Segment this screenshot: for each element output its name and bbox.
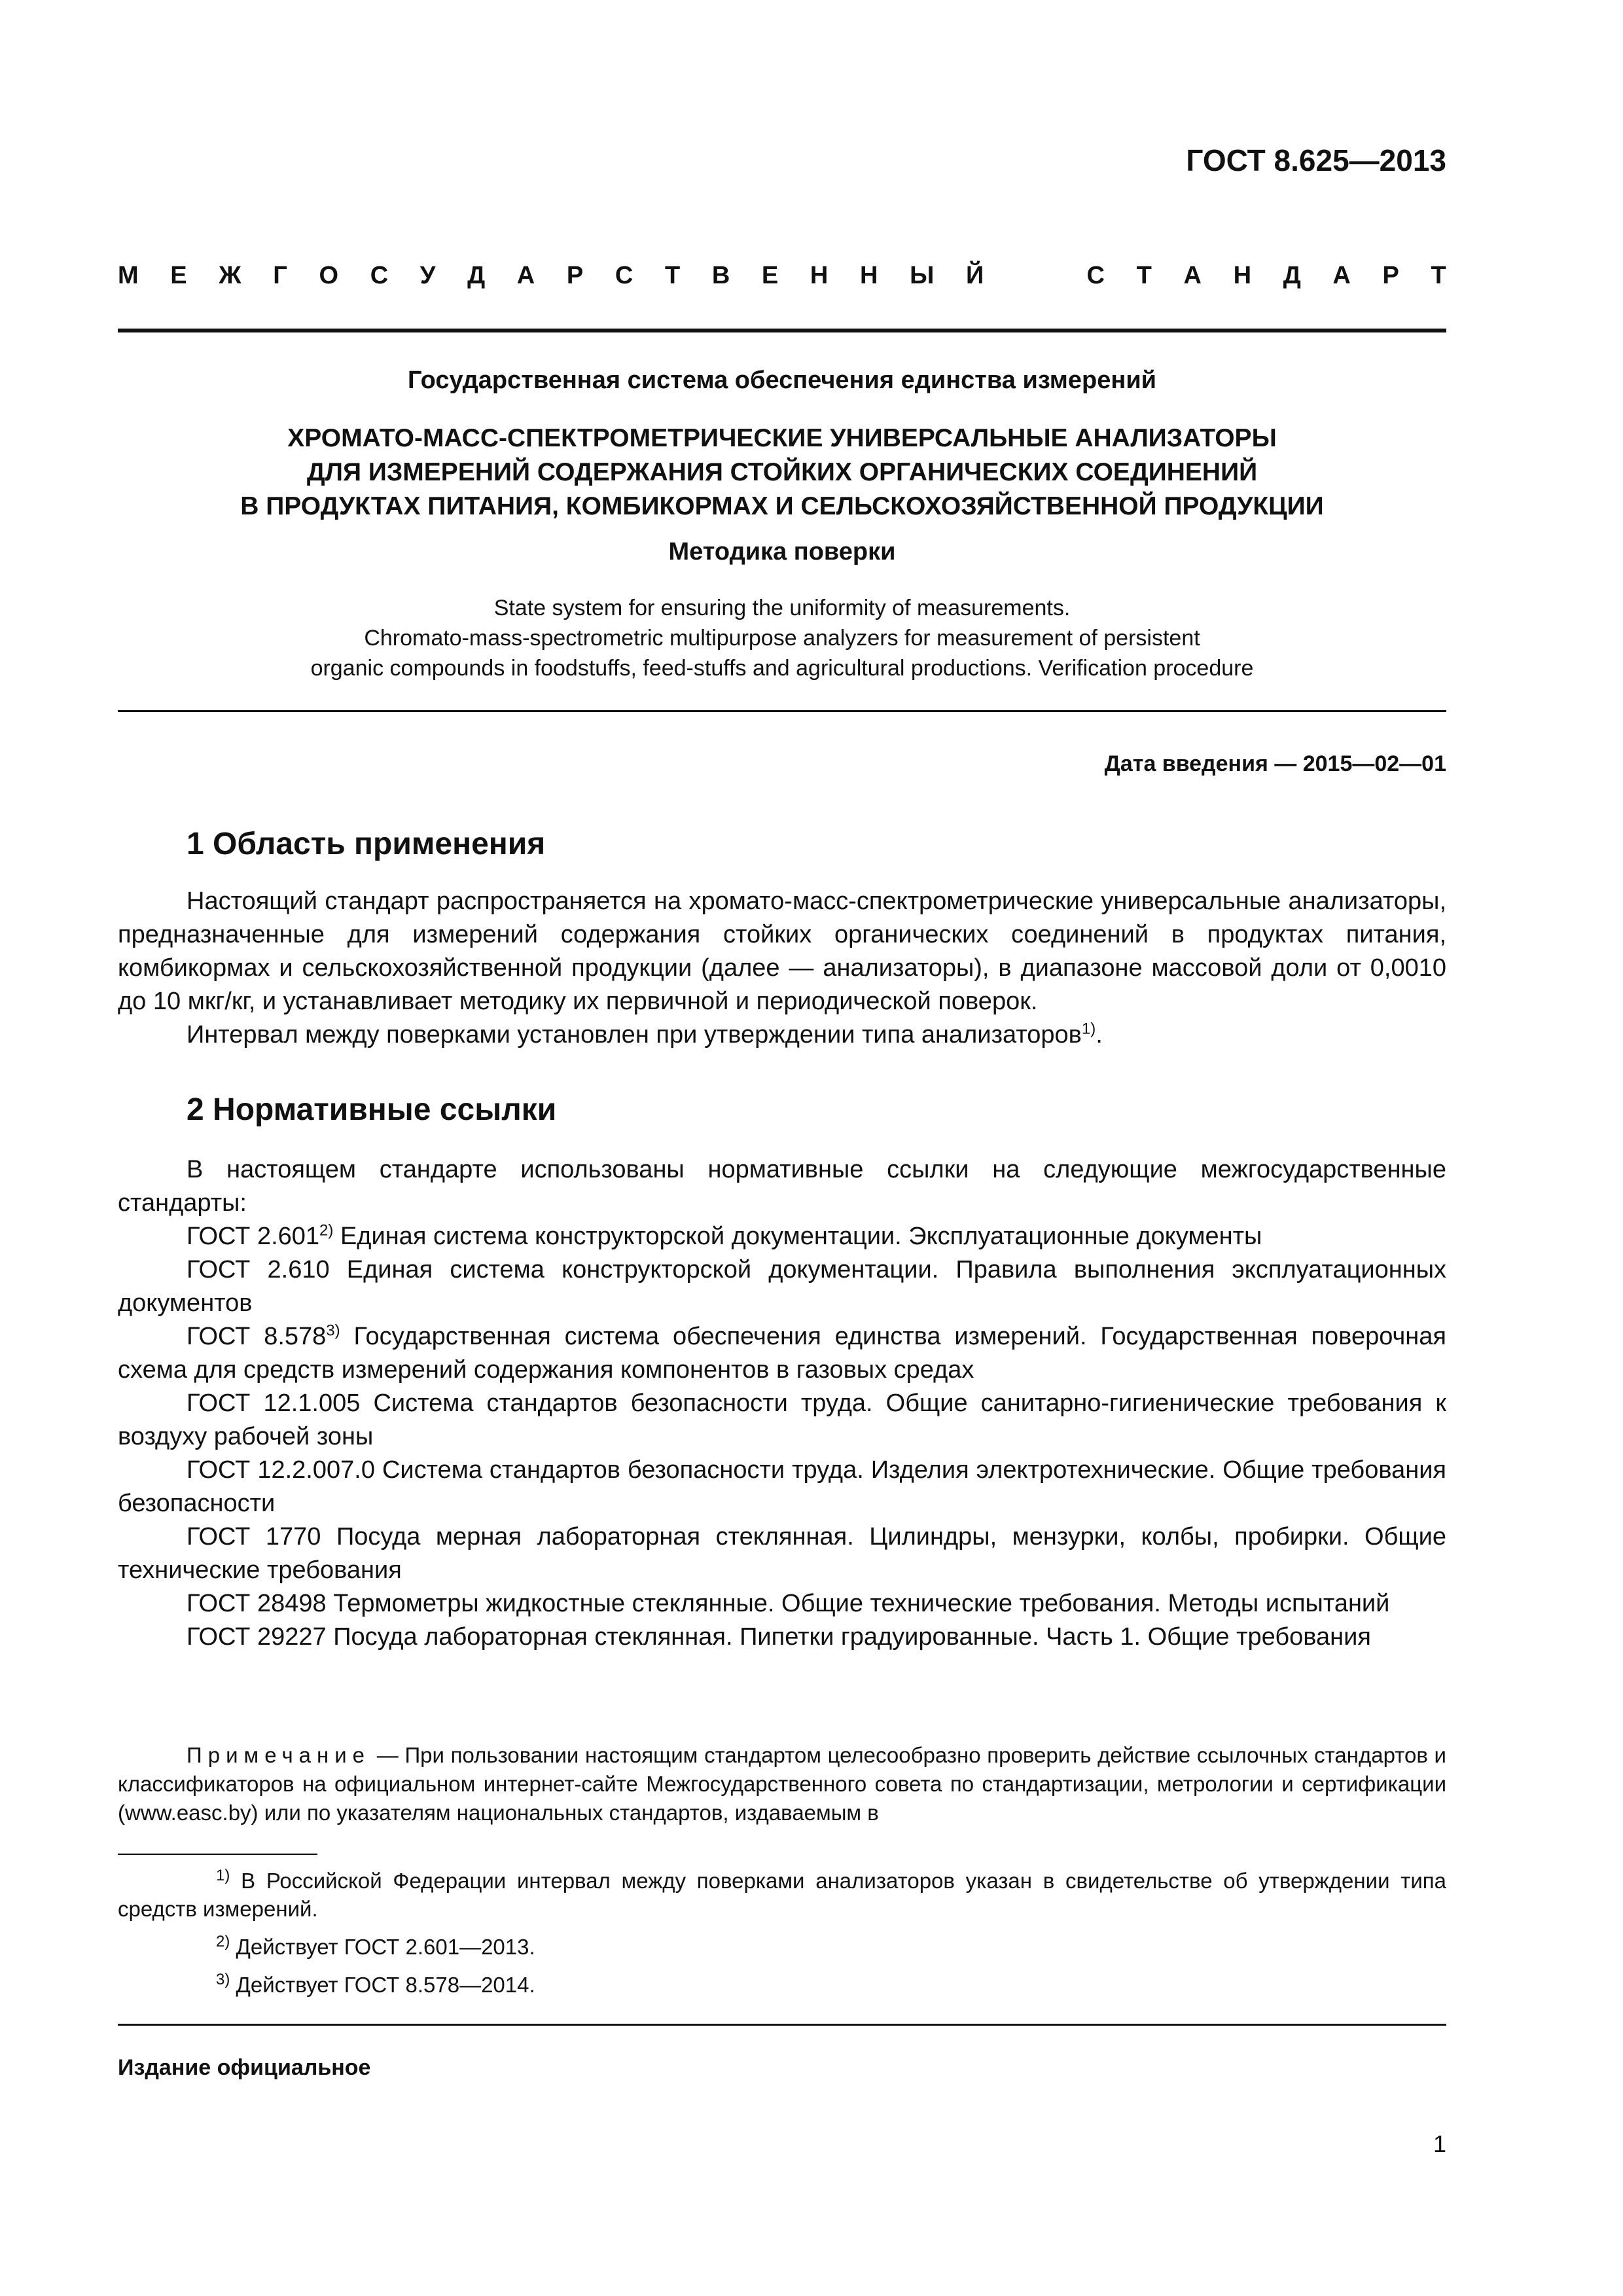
banner-letter: Е: [170, 262, 187, 289]
date-of-introduction: Дата введения — 2015—02—01: [1104, 751, 1446, 776]
banner-letter: Н: [860, 262, 878, 289]
note-text: — При пользовании настоящим стандартом целесообразно проверить действие ссылочных стандартов и классификаторов на официальном интернет-сайте Межгосударственного совета по стандартизации, метрологии и сертификации (www.easc.by) или по указателям национальных стандартов, издаваемым в: [118, 1743, 1446, 1825]
normative-reference: [118, 1454, 1446, 1520]
reference-code: ГОСТ 8.578: [187, 1323, 327, 1350]
footnote-mark: 1): [216, 1867, 230, 1884]
english-title-line: State system for ensuring the uniformity of measurements.: [493, 596, 1071, 620]
title-line: ХРОМАТО-МАСС-СПЕКТРОМЕТРИЧЕСКИЕ УНИВЕРСАЛЬНЫЕ АНАЛИЗАТОРЫ: [287, 424, 1277, 452]
banner-letter: В: [711, 262, 730, 289]
footnotes: [118, 1867, 1446, 2009]
footnote-mark: 3): [326, 1321, 340, 1340]
banner-letter: У: [419, 262, 436, 289]
banner-letter: Н: [1233, 262, 1252, 289]
banner-letter: Е: [761, 262, 779, 289]
page-number: 1: [1433, 2130, 1446, 2157]
normative-reference: [118, 1587, 1446, 1621]
official-edition-label: Издание официальное: [118, 2055, 371, 2080]
banner-letter: Ы: [910, 262, 935, 289]
footnote: [118, 1867, 1446, 1923]
note-label: Примечание: [187, 1743, 371, 1767]
reference-title: Посуда лабораторная стеклянная. Пипетки градуированные. Часть 1. Общие требования: [333, 1623, 1371, 1651]
banner-letter: А: [1332, 262, 1351, 289]
banner-letter: Д: [467, 262, 486, 289]
banner-letter: Й: [965, 262, 984, 289]
reference-code: ГОСТ 2.601: [187, 1223, 320, 1250]
banner-letter: А: [1183, 262, 1202, 289]
paragraph-text: .: [1096, 1021, 1103, 1049]
banner-letter: О: [319, 262, 339, 289]
footnote-mark: 1): [1081, 1020, 1096, 1038]
english-title: [118, 593, 1446, 683]
banner-letter: С: [615, 262, 633, 289]
section-2-heading: 2 Нормативные ссылки: [187, 1092, 557, 1127]
system-name: Государственная система обеспечения единства измерений: [407, 367, 1157, 394]
reference-title: Система стандартов безопасности труда. Изделия электротехнические. Общие требования безопасности: [118, 1456, 1447, 1517]
reference-code: ГОСТ 2.610: [187, 1256, 330, 1283]
normative-reference: [118, 1220, 1446, 1253]
banner-letter: С: [1086, 262, 1105, 289]
english-title-line: organic compounds in foodstuffs, feed-stuffs and agricultural productions. Verification procedure: [310, 656, 1254, 681]
footnote: [118, 1971, 1446, 1999]
section-1-paragraph: Настоящий стандарт распространяется на хромато-масс-спектрометрические универсальные анализаторы, предназначенные для измерений содержания стойких органических соединений в продуктах питания, комбикормах и сельскохозяйственной продукции (далее — анализаторы), в диапазоне массовой доли от 0,0010 до 10 мкг/кг, и устанавливает методику их первичной и периодической поверок.: [118, 888, 1446, 1015]
section-1-heading: 1 Область применения: [187, 827, 546, 861]
banner-letter: Т: [1136, 262, 1152, 289]
footnote: [118, 1933, 1446, 1961]
banner-letter: Т: [664, 262, 681, 289]
note-paragraph: [118, 1741, 1446, 1827]
normative-reference: [118, 1253, 1446, 1320]
reference-title: Посуда мерная лабораторная стеклянная. Цилиндры, мензурки, колбы, пробирки. Общие технические требования: [118, 1523, 1446, 1584]
banner-gap: [1016, 262, 1055, 290]
banner-letter: Д: [1283, 262, 1301, 289]
banner-letter: Р: [1382, 262, 1399, 289]
reference-title: Государственная система обеспечения единства измерений. Государственная поверочная схема для средств измерений содержания компонентов в газовых средах: [118, 1323, 1447, 1384]
normative-reference: [118, 1387, 1446, 1454]
reference-code: ГОСТ 1770: [187, 1523, 321, 1551]
banner-letter: Р: [566, 262, 584, 289]
reference-title: Термометры жидкостные стеклянные. Общие технические требования. Методы испытаний: [333, 1590, 1390, 1617]
section-1-paragraph: [118, 1018, 1446, 1052]
banner-letter: С: [370, 262, 389, 289]
document-subtitle: Методика поверки: [668, 538, 896, 565]
banner-letter: Г: [273, 262, 287, 289]
footer-rule: [118, 2024, 1446, 2026]
footnote-mark: 3): [216, 1971, 230, 1988]
title-line: ДЛЯ ИЗМЕРЕНИЙ СОДЕРЖАНИЯ СТОЙКИХ ОРГАНИЧЕСКИХ СОЕДИНЕНИЙ: [306, 458, 1258, 486]
banner-letter: Ж: [219, 262, 241, 289]
section-2-body: [118, 1153, 1446, 1654]
footnote-rule: [118, 1854, 317, 1855]
reference-title: Единая система конструкторской документации. Эксплуатационные документы: [340, 1223, 1262, 1250]
banner-letter: Т: [1431, 262, 1446, 289]
normative-reference: [118, 1520, 1446, 1587]
reference-code: ГОСТ 29227: [187, 1623, 327, 1651]
normative-reference: [118, 1621, 1446, 1654]
reference-code: ГОСТ 28498: [187, 1590, 327, 1617]
reference-title: Система стандартов безопасности труда. Общие санитарно-гигиенические требования к воздуху рабочей зоны: [118, 1390, 1446, 1450]
normative-reference: [118, 1320, 1446, 1387]
banner-letter: М: [118, 262, 139, 289]
document-title: [118, 422, 1446, 524]
document-page: [118, 0, 1446, 2296]
title-line: В ПРОДУКТАХ ПИТАНИЯ, КОМБИКОРМАХ И СЕЛЬСКОХОЗЯЙСТВЕННОЙ ПРОДУКЦИИ: [240, 492, 1324, 520]
footnote-mark: 2): [319, 1221, 334, 1240]
english-title-line: Chromato-mass-spectrometric multipurpose analyzers for measurement of persistent: [364, 626, 1200, 651]
section-1-body: [118, 885, 1446, 1052]
reference-code: ГОСТ 12.1.005: [187, 1390, 361, 1417]
reference-title: Единая система конструкторской документации. Правила выполнения эксплуатационных документов: [118, 1256, 1447, 1317]
footnote-mark: 2): [216, 1933, 230, 1950]
footnote-text: В Российской Федерации интервал между поверками анализаторов указан в свидетельстве об утверждении типа средств измерений.: [118, 1869, 1446, 1921]
reference-code: ГОСТ 12.2.007.0: [187, 1456, 375, 1484]
section-2-intro: В настоящем стандарте использованы нормативные ссылки на следующие межгосударственные стандарты:: [118, 1156, 1446, 1217]
paragraph-text: Интервал между поверками установлен при утверждении типа анализаторов: [187, 1021, 1082, 1049]
header-rule: [118, 329, 1446, 332]
title-rule: [118, 710, 1446, 712]
footnote-text: Действует ГОСТ 8.578—2014.: [236, 1973, 535, 1997]
footnote-text: Действует ГОСТ 2.601—2013.: [236, 1935, 535, 1959]
interstate-standard-banner: [118, 262, 1446, 290]
banner-letter: А: [516, 262, 535, 289]
gost-code: ГОСТ 8.625—2013: [1186, 143, 1446, 177]
banner-letter: Н: [810, 262, 829, 289]
